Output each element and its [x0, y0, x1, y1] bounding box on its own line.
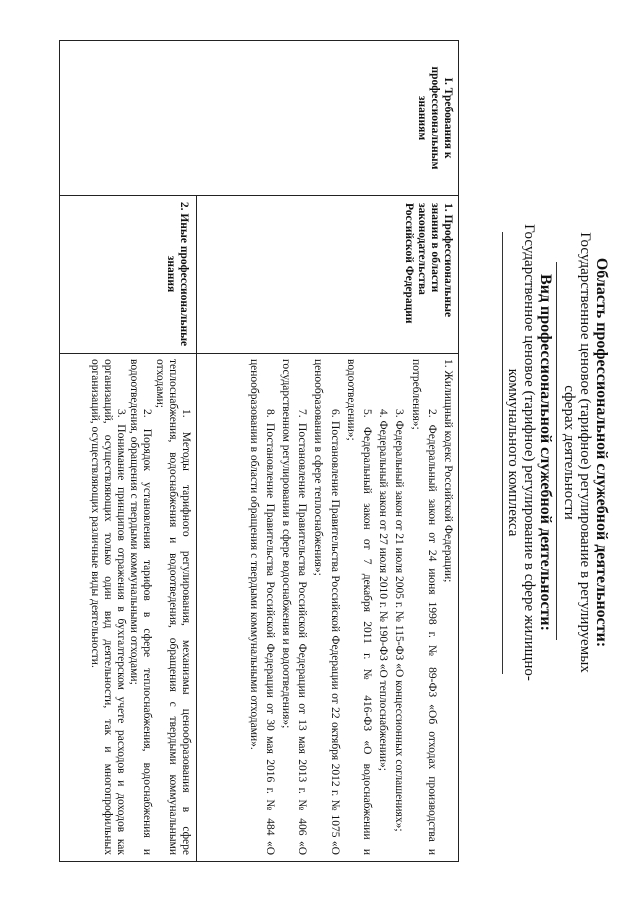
- area-title: Область профессиональной служебной деятельности:: [593, 257, 610, 648]
- list-item: 7. Постановление Правительства Российской Федерации от 13 мая 2013 г. № 406 «О государственном регулировании в сфере водоснабжения и водоотведения»;: [279, 359, 309, 855]
- list-item: 4. Федеральный закон от 27 июля 2010 г. № 190-ФЗ «О теплоснабжении»;: [377, 409, 390, 771]
- kind-title: Вид профессиональной служебной деятельности:: [537, 274, 554, 631]
- legal-knowledge-label: 1. Профессиональные знания в области законодательства Российской Федерации: [403, 203, 454, 324]
- requirements-label: I. Требования к профессиональным знаниям: [416, 66, 454, 170]
- area-underline: [556, 262, 557, 640]
- area-text-line-2: сферах деятельности: [561, 385, 577, 520]
- list-item: 1. Жилищный кодекс Российской Федерации;: [442, 359, 454, 583]
- requirements-table: [59, 40, 459, 862]
- kind-text-line-2: коммунального комплекса: [505, 368, 521, 537]
- other-knowledge-label: 2. Иные профессиональные знания: [165, 201, 190, 347]
- kind-underline: [502, 232, 503, 674]
- table-divider-2: [60, 353, 458, 354]
- list-item: 5. Федеральный закон от 7 декабря 2011 г. № 416-ФЗ «О водоснабжении и водоотведении»;: [344, 359, 373, 855]
- other-knowledge-list: [88, 359, 192, 855]
- list-item: 1. Методы тарифного регулирования, механизмы ценообразования в сфере теплоснабжения, водоснабжения и водоотведения, обращения с твердыми коммунальными отходами;: [154, 359, 192, 855]
- professional-area-heading: [561, 0, 609, 905]
- list-item: 3. Федеральный закон от 21 июля 2005 г. № 115-ФЗ «О концессионных соглашениях»;: [393, 409, 406, 832]
- list-item: 2. Порядок установления тарифов в сфере теплоснабжения, водоснабжения и водоотведения, обращения с твердыми коммунальными отходами;: [128, 359, 153, 855]
- list-item: 6. Постановление Правительства Российской Федерации от 22 октября 2012 г. № 1075 «О ценообразовании в сфере теплоснабжения»;: [312, 359, 341, 855]
- list-item: 3. Понимание принципов отражения в бухгалтерском учете расходов и доходов как организаций, осуществляющих только один вид деятельности, так и многопрофильных организаций, осуществляющих различные виды деятельности.: [89, 359, 127, 855]
- professional-kind-heading: [505, 0, 553, 905]
- area-text-line-1: Государственное ценовое (тарифное) регулирование в регулируемых: [577, 232, 593, 673]
- list-item: 8. Постановление Правительства Российской Федерации от 30 мая 2016 г. № 484 «О ценообразовании в области обращения с твердыми коммунальными отходами».: [247, 359, 276, 855]
- list-item: 2. Федеральный закон от 24 июня 1998 г. № 89-ФЗ «Об отходах производства и потребления»;: [409, 359, 438, 855]
- table-divider-1: [60, 195, 458, 196]
- table-row-divider: [196, 195, 197, 861]
- legal-knowledge-list: [245, 359, 456, 855]
- kind-text-line-1: Государственное ценовое (тарифное) регулирование в сфере жилищно-: [521, 224, 537, 681]
